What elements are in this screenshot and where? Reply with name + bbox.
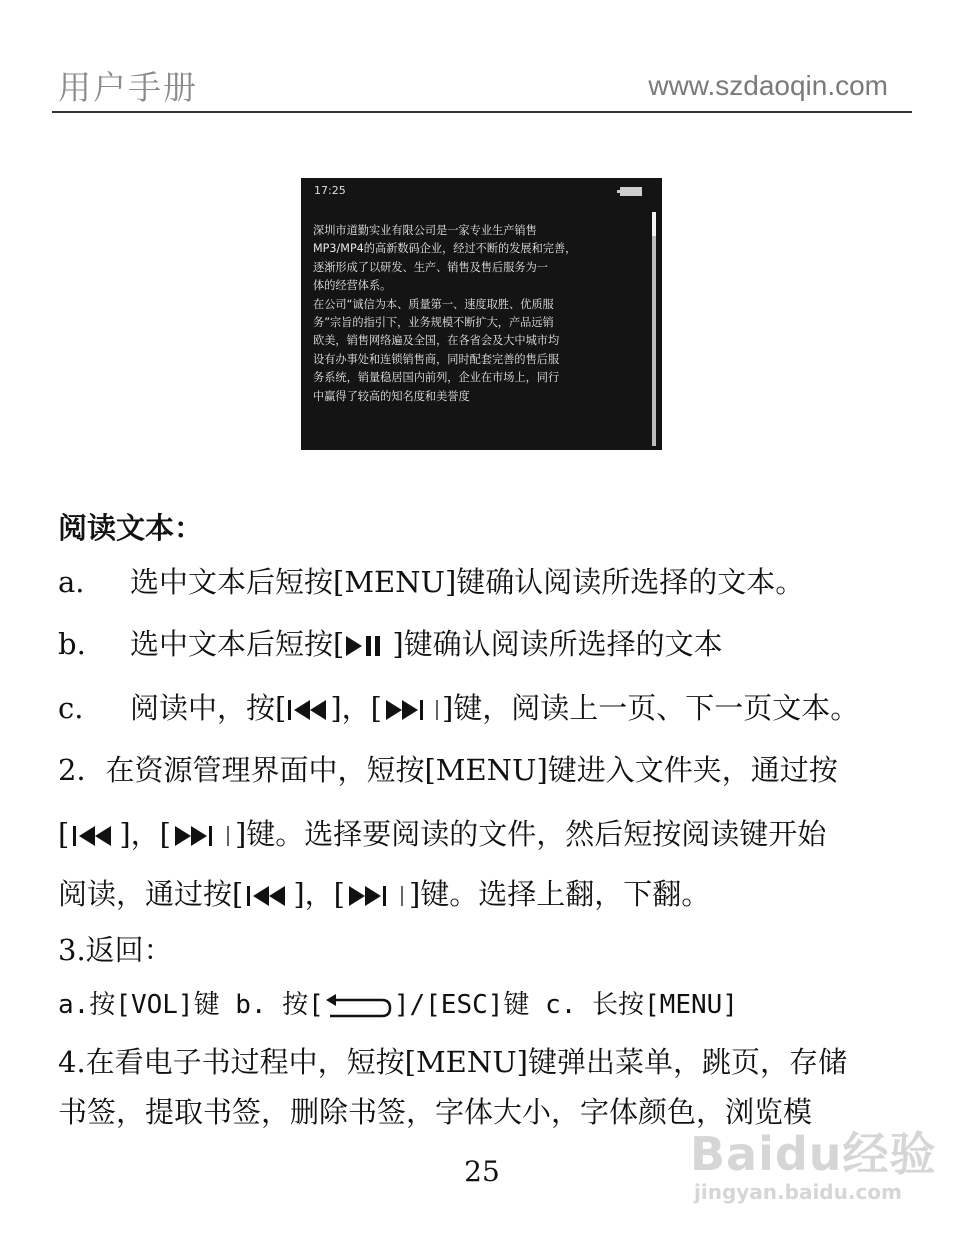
previous-icon (286, 696, 330, 724)
item-c-mid: ]，[ (330, 691, 382, 725)
previous-icon (243, 882, 293, 910)
item-c-pre: 阅读中，按[ (130, 691, 287, 725)
item-a (58, 560, 804, 601)
item-b (58, 622, 723, 663)
watermark-site: jingyan.baidu.com (694, 1180, 902, 1204)
para2-line1: 2．在资源管理界面中，短按[MENU]键进入文件夹，通过按 (58, 753, 838, 787)
reader-text: 深圳市道勤实业有限公司是一家专业生产销售 MP3/MP4的高新数码企业，经过不断的发展和完善， 逐渐形成了以研发、生产、销售及售后服务为一 体的经营体系。 在公司“诚信为本、质量第一、速度取胜、优质服 务”宗旨的指引下，业务规模不断扩大，产品远销 欧美，销售网络遍及全国，在各省会及大中城市均 设有办事处和连锁销售商，同时配套完善的售后服 务系统，销量稳居国内前列，企业在市场上，同行 中赢得了较高的知名度和美誉度 (313, 224, 577, 403)
scrollbar[interactable] (652, 212, 656, 446)
item-b-post: ]键确认阅读所选择的文本 (392, 627, 723, 661)
item-a-label: a. (58, 565, 85, 599)
header-rule (52, 111, 912, 113)
para3-line-post: ]/[ESC]键 c. 长按[MENU] (393, 990, 738, 1020)
play-pause-icon (344, 632, 392, 660)
next-icon (171, 822, 235, 850)
next-icon (345, 882, 409, 910)
section-heading: 阅读文本： (58, 511, 204, 545)
item-c-label: c. (58, 691, 84, 725)
previous-icon (69, 822, 119, 850)
header-url: www.szdaoqin.com (648, 70, 888, 101)
item-c-post: ]键，阅读上一页、下一页文本。 (441, 691, 860, 725)
page-number: 25 (464, 1155, 500, 1188)
para2-line2 (58, 812, 826, 853)
para3-line (58, 984, 738, 1021)
para2-line3 (58, 872, 710, 913)
para2-line3-pre: 阅读，通过按[ (58, 877, 244, 911)
scrollbar-thumb[interactable] (652, 212, 656, 236)
para2-line2-pre: [ (58, 817, 70, 851)
para4-line1: 4.在看电子书过程中，短按[MENU]键弹出菜单，跳页，存储 (58, 1045, 847, 1079)
baidu-watermark (690, 1118, 937, 1204)
item-b-label: b. (58, 627, 86, 661)
para2-line3-post: ]键。选择上翻，下翻。 (408, 877, 711, 911)
status-time: 17:25 (314, 184, 346, 197)
para2-line2-mid: ]，[ (119, 817, 171, 851)
item-a-text: 选中文本后短按[MENU]键确认阅读所选择的文本。 (130, 565, 805, 599)
para2-line2-post: ]键。选择要阅读的文件，然后短按阅读键开始 (234, 817, 827, 851)
para2-line3-mid: ]，[ (293, 877, 345, 911)
para4-line2: 书签，提取书签，删除书签，字体大小，字体颜色，浏览模 (58, 1095, 813, 1129)
battery-icon (620, 187, 642, 196)
para3-line-pre: a.按[VOL]键 b. 按[ (58, 990, 324, 1020)
watermark-brand: Baidu经验 (690, 1127, 937, 1181)
device-screenshot (301, 178, 662, 450)
para3-title: 3.返回： (58, 933, 173, 967)
header-title: 用户手册 (58, 68, 198, 107)
item-c (58, 686, 859, 727)
item-b-pre: 选中文本后短按[ (130, 627, 345, 661)
next-icon (382, 696, 442, 724)
return-icon (324, 992, 394, 1020)
